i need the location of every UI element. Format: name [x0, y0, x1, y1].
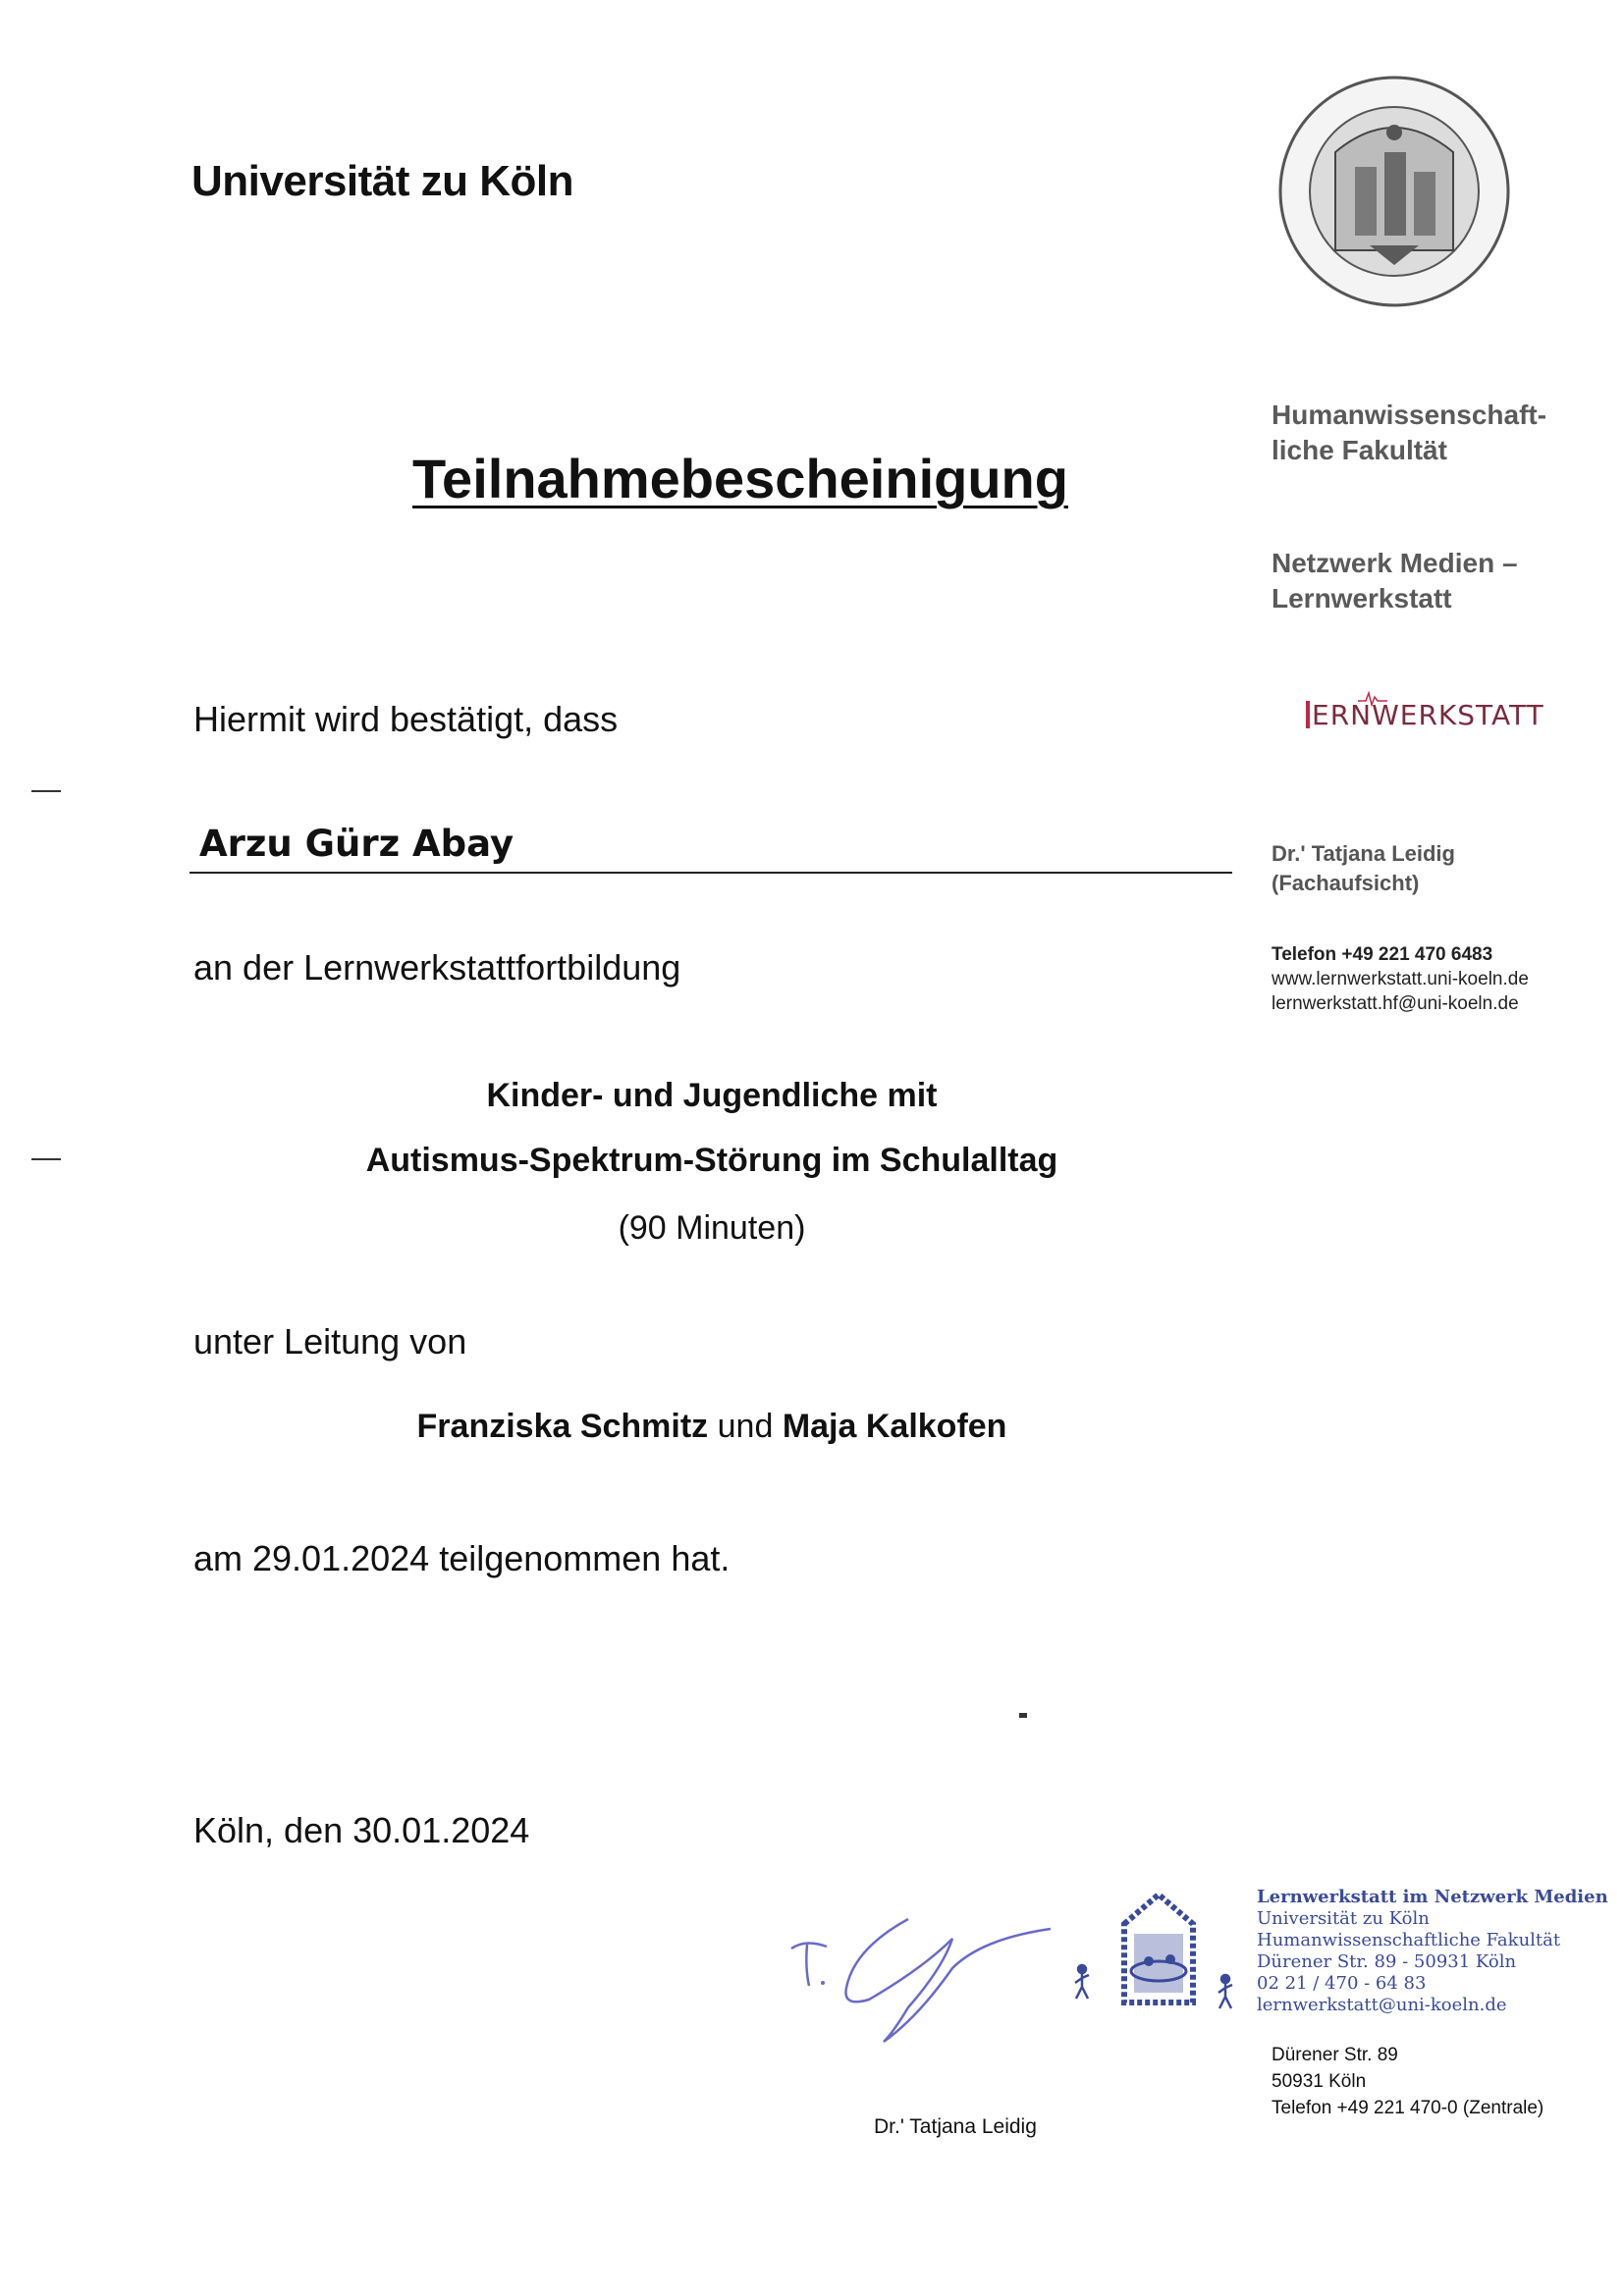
faculty-line: liche Fakultät [1272, 435, 1447, 465]
stamp-line: Dürener Str. 89 - 50931 Köln [1257, 1951, 1517, 1972]
leader-name: Franziska Schmitz [416, 1408, 709, 1445]
stamp-line: lernwerkstatt@uni-koeln.de [1257, 1995, 1507, 2015]
institution-stamp [1257, 1887, 1608, 2016]
leader-name: Maja Kalkofen [782, 1408, 1007, 1445]
lernwerkstatt-logo [1306, 699, 1544, 731]
faculty-name [1272, 398, 1546, 468]
stamp-line: 02 21 / 470 - 64 83 [1257, 1973, 1427, 1994]
scan-mark [1019, 1713, 1027, 1718]
faculty-line: Humanwissenschaft- [1272, 400, 1547, 430]
contact-details [1272, 942, 1529, 1016]
contact-email: lernwerkstatt.hf@uni-koeln.de [1272, 993, 1519, 1014]
leader-conjunction: und [717, 1408, 774, 1445]
footer-address [1272, 2042, 1543, 2121]
institution-stamp-graphic [1070, 1885, 1242, 2032]
logo-mark [1306, 701, 1310, 728]
contact-role: (Fachaufsicht) [1272, 871, 1420, 895]
course-duration: (90 Minuten) [618, 1209, 806, 1247]
document-title: Teilnahmebescheinigung [412, 448, 1068, 509]
intro-text: Hiermit wird bestätigt, dass [193, 699, 619, 739]
participant-name: Arzu Gürz Abay [199, 823, 514, 865]
course-title-line2: Autismus-Spektrum-Störung im Schulalltag [365, 1142, 1058, 1179]
university-name: Universität zu Köln [191, 157, 573, 205]
network-name [1272, 546, 1518, 616]
leader-intro: unter Leitung von [193, 1321, 467, 1362]
contact-website: www.lernwerkstatt.uni-koeln.de [1272, 969, 1529, 989]
university-seal [1276, 74, 1512, 309]
network-line: Lernwerkstatt [1272, 583, 1452, 614]
participation-date: am 29.01.2024 teilgenommen hat. [193, 1538, 731, 1578]
place-date: Köln, den 30.01.2024 [193, 1810, 530, 1850]
course-title-line1: Kinder- und Jugendliche mit [486, 1077, 938, 1114]
footer-city: 50931 Köln [1272, 2071, 1367, 2092]
stamp-line: Humanwissenschaftliche Fakultät [1257, 1930, 1561, 1950]
course-intro: an der Lernwerkstattfortbildung [193, 947, 681, 988]
logo-pulse-icon [1358, 691, 1387, 707]
signer-name: Dr.' Tatjana Leidig [874, 2115, 1037, 2138]
stamp-line: Universität zu Köln [1257, 1908, 1430, 1929]
contact-phone: Telefon +49 221 470 6483 [1272, 944, 1493, 965]
contact-person [1272, 839, 1455, 898]
footer-phone: Telefon +49 221 470-0 (Zentrale) [1272, 2098, 1544, 2118]
footer-street: Dürener Str. 89 [1272, 2045, 1398, 2065]
course-leaders [187, 1408, 1237, 1446]
network-line: Netzwerk Medien – [1272, 548, 1518, 578]
handwritten-signature [785, 1909, 1060, 2056]
stamp-line: Lernwerkstatt im Netzwerk Medien [1257, 1887, 1608, 1907]
contact-name: Dr.' Tatjana Leidig [1272, 841, 1455, 866]
name-underline [189, 872, 1232, 874]
fold-mark-top [31, 790, 61, 792]
fold-mark-middle [31, 1158, 61, 1160]
logo-text: ERNWERKSTATT [1312, 699, 1544, 731]
